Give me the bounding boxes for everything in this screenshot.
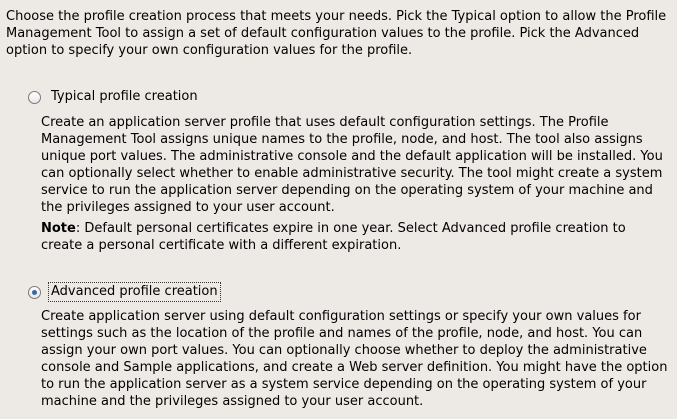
note-label: Note — [41, 221, 76, 236]
typical-profile-label[interactable]: Typical profile creation — [51, 89, 198, 104]
advanced-profile-description: Create application server using default configuration settings or specify your own values for settings such as the location of the profile and names of the profile, node, and host. You can assign your own port values. You can optionally choose whether to deploy the administrative console and Sample applications, and create a Web server definition. You might have the option to run the application server as a system service depending on the operating system of your machine and the privileges assigned to your user account. — [41, 309, 668, 409]
typical-profile-note — [41, 220, 671, 254]
typical-profile-radio[interactable] — [28, 91, 41, 104]
typical-profile-description: Create an application server profile that uses default configuration settings. The Profile Management Tool assigns unique names to the profile, node, and host. The tool also assigns unique port values. The administrative console and the default application will be installed. You can optionally select whether to enable administrative security. The tool might create a system service to run the application server depending on the operating system of your machine and the privileges assigned to your user account. — [41, 115, 663, 215]
note-text: : Default personal certificates expire in one year. Select Advanced profile creation to create a personal certificate with a different expiration. — [41, 221, 626, 253]
advanced-profile-label[interactable]: Advanced profile creation — [48, 282, 221, 302]
typical-profile-option[interactable] — [28, 87, 201, 107]
intro-text: Choose the profile creation process that meets your needs. Pick the Typical option to allow the Profile Management Tool to assign a set of default configuration values to the profile. Pick the Advanced option to specify your own configuration values for the profile. — [6, 9, 667, 58]
advanced-profile-radio[interactable] — [28, 286, 41, 299]
advanced-profile-option[interactable] — [28, 282, 221, 302]
